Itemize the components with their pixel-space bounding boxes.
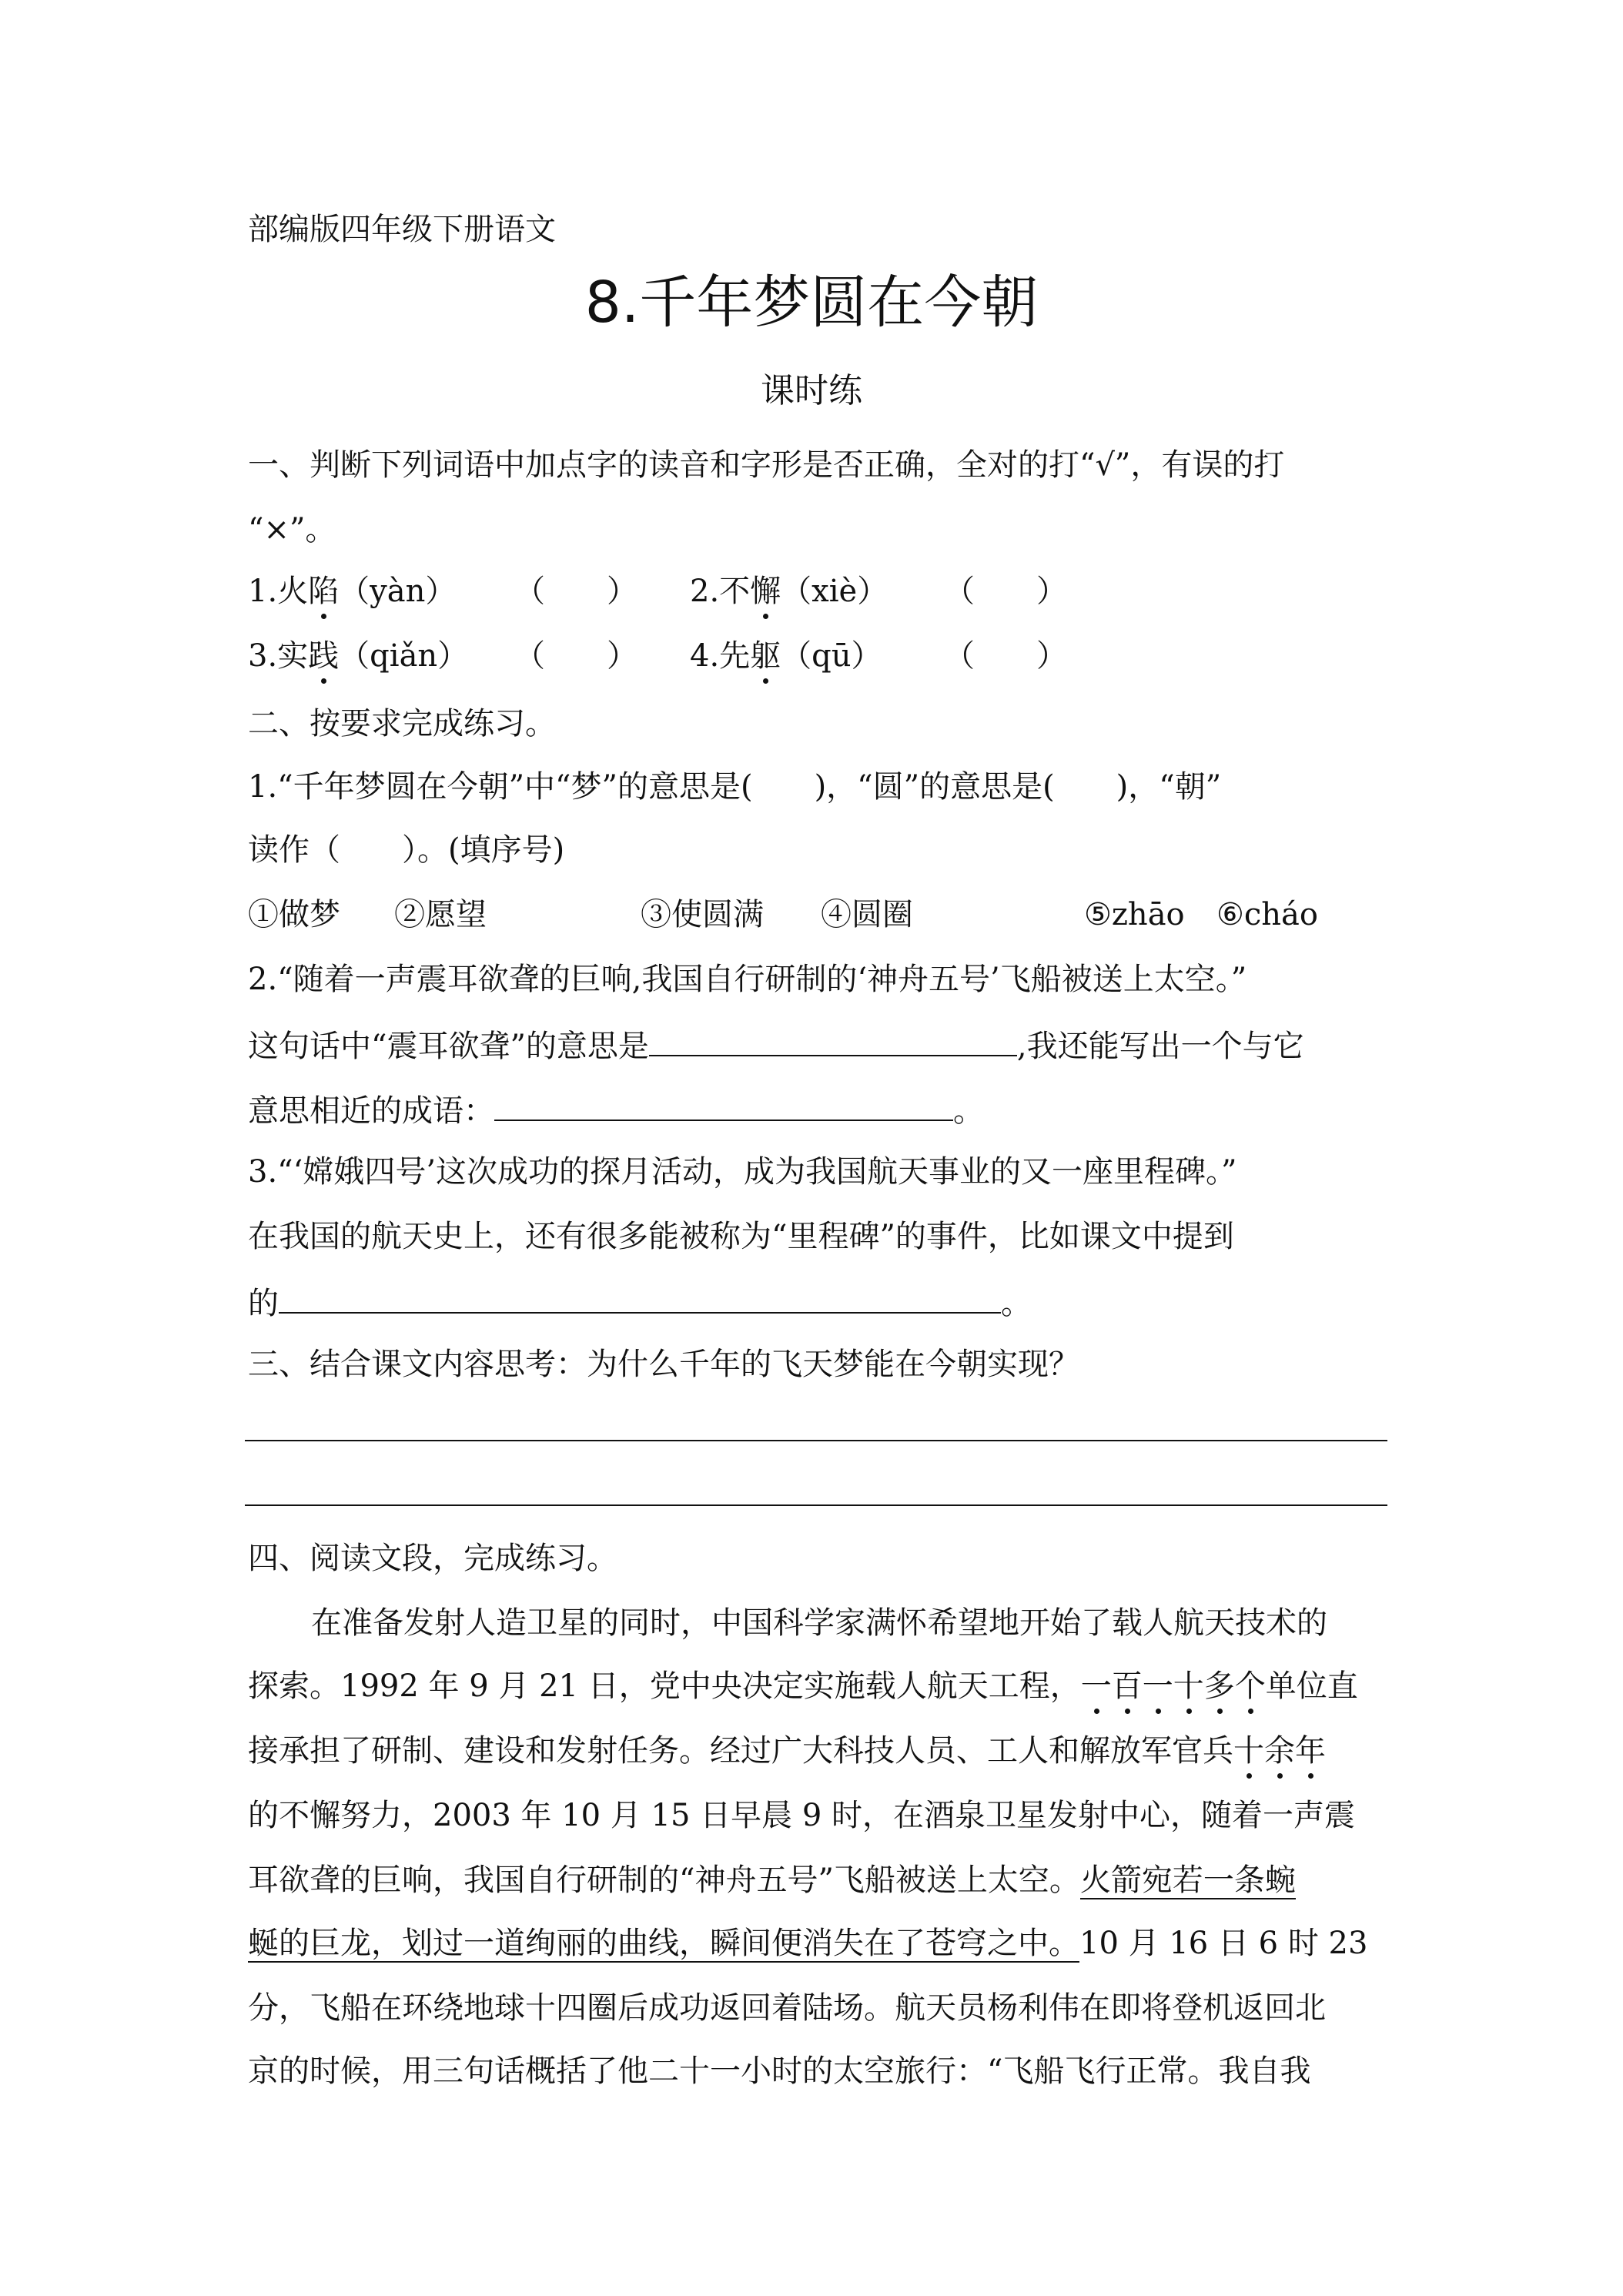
passage-line: 分，飞船在环绕地球十四圈后成功返回着陆场。航天员杨利伟在即将登机返回北 [248,1990,1326,2026]
dotted-char: 百 [1112,1665,1143,1708]
option-6: ⑥cháo [1216,897,1318,932]
section4-heading: 四、阅读文段，完成练习。 [248,1541,617,1576]
passage-line: 的不懈努力，2003 年 10 月 15 日早晨 9 时，在酒泉卫星发射中心，随着一声震 [248,1798,1356,1833]
q1-line2: 读作（ ）。(填序号) [248,832,565,868]
dotted-char: 个 [1235,1665,1266,1708]
dotted-char: 践 [308,634,339,678]
q2-line1: 2.“随着一声震耳欲聋的巨响,我国自行研制的‘神舟五号’飞船被送上太空。” [248,962,1247,997]
dotted-char: 躯 [750,634,781,678]
page-title: 8.千年梦圆在今朝 [584,269,1039,336]
option-4: ④圆圈 [821,897,913,932]
answer-blank[interactable] [649,1021,1017,1056]
q3-line3: 的 。 [248,1278,1032,1325]
option-5: ⑤zhāo [1084,897,1185,932]
answer-line[interactable] [245,1440,1387,1441]
option-3: ③使圆满 [641,897,764,932]
item-3-blank[interactable]: （ ） [514,638,637,674]
series-label: 部编版四年级下册语文 [248,212,556,247]
passage-line: 接承担了研制、建设和发射任务。经过广大科技人员、工人和解放军官兵十余年 [248,1729,1326,1772]
passage-line: 京的时候，用三句话概括了他二十一小时的太空旅行：“飞船飞行正常。我自我 [248,2053,1311,2089]
q3-line2: 在我国的航天史上，还有很多能被称为“里程碑”的事件，比如课文中提到 [248,1219,1234,1254]
section1-heading-cont: “×”。 [248,512,336,547]
item-2: 2.不懈（xiè） [690,570,888,613]
dotted-phrase [1233,1733,1326,1769]
section3-heading: 三、结合课文内容思考：为什么千年的飞天梦能在今朝实现？ [248,1347,1079,1382]
item-4-blank[interactable]: （ ） [944,638,1067,674]
underlined-sentence: 蜒的巨龙，划过一道绚丽的曲线，瞬间便消失在了苍穹之中。 [248,1926,1079,1961]
passage-line: 探索。1992 年 9 月 21 日，党中央决定实施载人航天工程，一百一十多个单位直 [248,1665,1358,1708]
dotted-char: 懈 [750,570,781,613]
dotted-char: 十 [1233,1729,1264,1772]
dotted-char: 多 [1204,1665,1235,1708]
item-3: 3.实践（qiǎn） [248,634,468,678]
passage-line: 耳欲聋的巨响，我国自行研制的“神舟五号”飞船被送上太空。火箭宛若一条蜿 [248,1863,1296,1898]
q2-line2: 这句话中“震耳欲聋”的意思是 ,我还能写出一个与它 [248,1021,1304,1068]
dotted-char: 一 [1081,1665,1112,1708]
passage-line: 蜒的巨龙，划过一道绚丽的曲线，瞬间便消失在了苍穹之中。10 月 16 日 6 时 23 [248,1926,1368,1961]
q1-line1: 1.“千年梦圆在今朝”中“梦”的意思是( )，“圆”的意思是( )，“朝” [248,769,1222,805]
option-1: ①做梦 [248,897,340,932]
q2-line3: 意思相近的成语： 。 [248,1086,984,1133]
answer-line[interactable] [245,1504,1387,1506]
section2-heading: 二、按要求完成练习。 [248,706,556,741]
item-4: 4.先躯（qū） [690,634,882,678]
item-1: 1.火陷（yàn） [248,570,456,613]
answer-blank[interactable] [279,1278,1001,1314]
q3-line1: 3.“‘嫦娥四号’这次成功的探月活动，成为我国航天事业的又一座里程碑。” [248,1154,1237,1190]
dotted-char: 一 [1143,1665,1173,1708]
answer-blank[interactable] [494,1086,953,1121]
section1-heading: 一、判断下列词语中加点字的读音和字形是否正确，全对的打“√”，有误的打 [248,447,1285,483]
dotted-char: 十 [1173,1665,1204,1708]
option-2: ②愿望 [394,897,487,932]
dotted-phrase [1081,1668,1266,1704]
dotted-char: 余 [1264,1729,1295,1772]
passage-line: 在准备发射人造卫星的同时，中国科学家满怀希望地开始了载人航天技术的 [311,1605,1327,1641]
page-subtitle: 课时练 [761,371,862,410]
item-1-blank[interactable]: （ ） [514,574,637,609]
item-2-blank[interactable]: （ ） [944,574,1067,609]
dotted-char: 年 [1295,1729,1326,1772]
dotted-char: 陷 [308,570,339,613]
underlined-sentence: 火箭宛若一条蜿 [1079,1863,1296,1898]
